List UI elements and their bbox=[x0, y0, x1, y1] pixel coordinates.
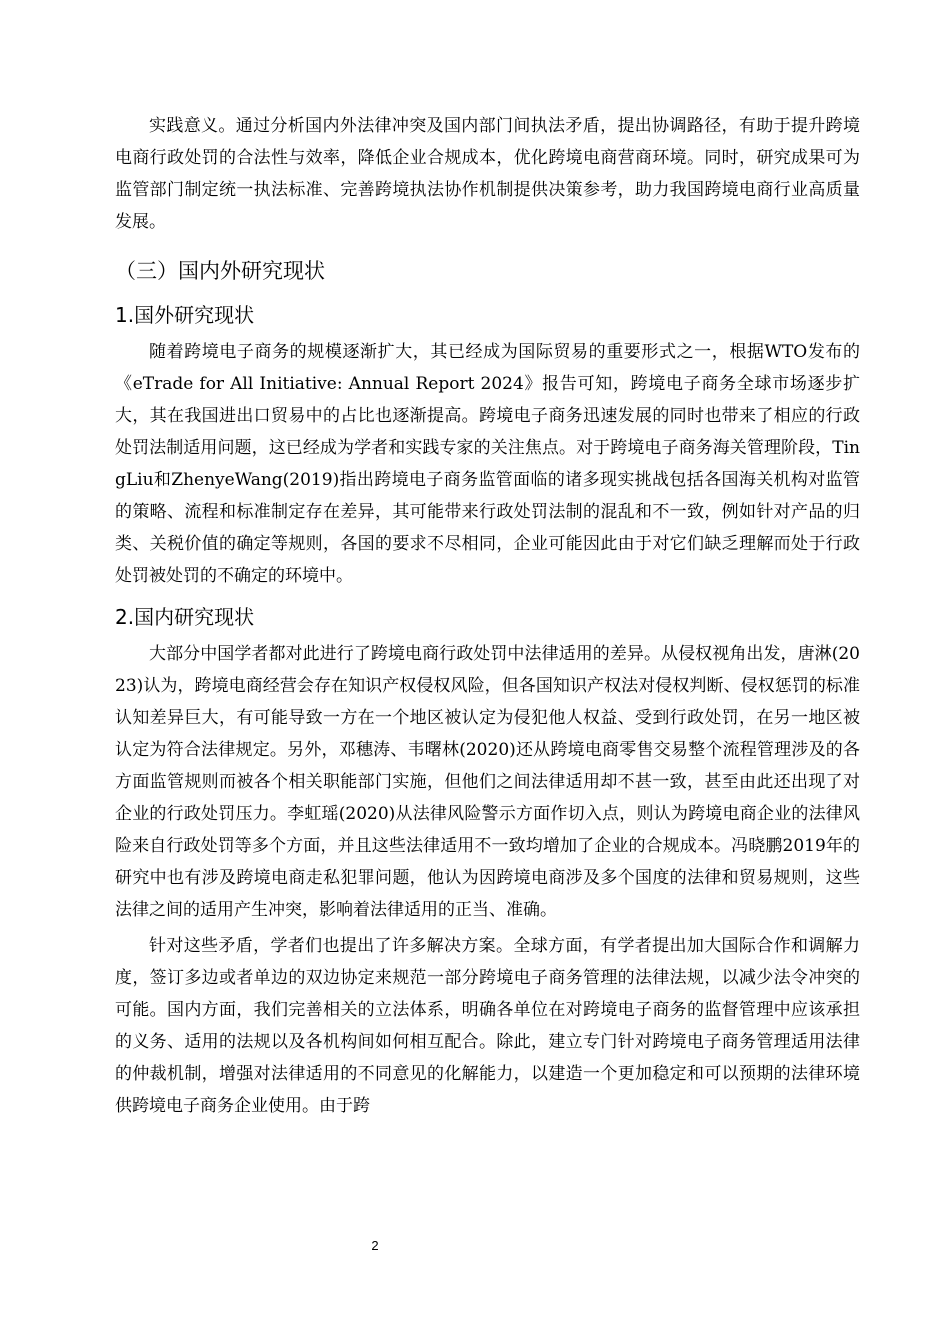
subsection-heading-foreign: 1.国外研究现状 bbox=[115, 303, 255, 327]
section-heading: （三）国内外研究现状 bbox=[115, 259, 325, 283]
paragraph-practical-significance: 实践意义。通过分析国内外法律冲突及国内部门间执法矛盾，提出协调路径，有助于提升跨境电商行政处罚的合法性与效率，降低企业合规成本，优化跨境电商营商环境。同时，研究成果可为监管部门制定统一执法标准、完善跨境执法协作机制提供决策参考，助力我国跨境电商行业高质量发展。 bbox=[115, 116, 860, 232]
paragraph-domestic-research-2: 针对这些矛盾，学者们也提出了许多解决方案。全球方面，有学者提出加大国际合作和调解力度，签订多边或者单边的双边协定来规范一部分跨境电子商务管理的法律法规，以减少法令冲突的可能。国内方面，我们完善相关的立法体系，明确各单位在对跨境电子商务的监督管理中应该承担的义务、适用的法规以及各机构间如何相互配合。除此，建立专门针对跨境电子商务管理适用法律的仲裁机制，增强对法律适用的不同意见的化解能力，以建造一个更加稳定和可以预期的法律环境供跨境电子商务企业使用。由于跨 bbox=[115, 936, 860, 1116]
document-body bbox=[115, 110, 860, 1122]
subsection-heading-domestic: 2.国内研究现状 bbox=[115, 605, 255, 629]
page-number: 2 bbox=[371, 1238, 379, 1253]
paragraph-foreign-research: 随着跨境电子商务的规模逐渐扩大，其已经成为国际贸易的重要形式之一，根据WTO发布的《eTrade for All Initiative: Annual Report 2024》报告可知，跨境电子商务全球市场逐步扩大，其在我国进出口贸易中的占比也逐渐提高。跨境电子商务迅速发展的同时也带来了相应的行政处罚法制适用问题，这已经成为学者和实践专家的关注焦点。对于跨境电子商务海关管理阶段，TingLiu和ZhenyeWang(2019)指出跨境电子商务监管面临的诸多现实挑战包括各国海关机构对监管的策略、流程和标准制定存在差异，其可能带来行政处罚法制的混乱和不一致，例如针对产品的归类、关税价值的确定等规则，各国的要求不尽相同，企业可能因此由于对它们缺乏理解而处于行政处罚被处罚的不确定的环境中。 bbox=[115, 342, 860, 586]
paragraph-domestic-research-1: 大部分中国学者都对此进行了跨境电商行政处罚中法律适用的差异。从侵权视角出发，唐淋(2023)认为，跨境电商经营会存在知识产权侵权风险，但各国知识产权法对侵权判断、侵权惩罚的标准认知差异巨大，有可能导致一方在一个地区被认定为侵犯他人权益、受到行政处罚，在另一地区被认定为符合法律规定。另外，邓穗涛、韦曙林(2020)还从跨境电商零售交易整个流程管理涉及的各方面监管规则而被各个相关职能部门实施，但他们之间法律适用却不甚一致，甚至由此还出现了对企业的行政处罚压力。李虹瑶(2020)从法律风险警示方面作切入点，则认为跨境电商企业的法律风险来自行政处罚等多个方面，并且这些法律适用不一致均增加了企业的合规成本。冯晓鹏2019年的研究中也有涉及跨境电商走私犯罪问题，他认为因跨境电商涉及多个国度的法律和贸易规则，这些法律之间的适用产生冲突，影响着法律适用的正当、准确。 bbox=[115, 644, 860, 920]
